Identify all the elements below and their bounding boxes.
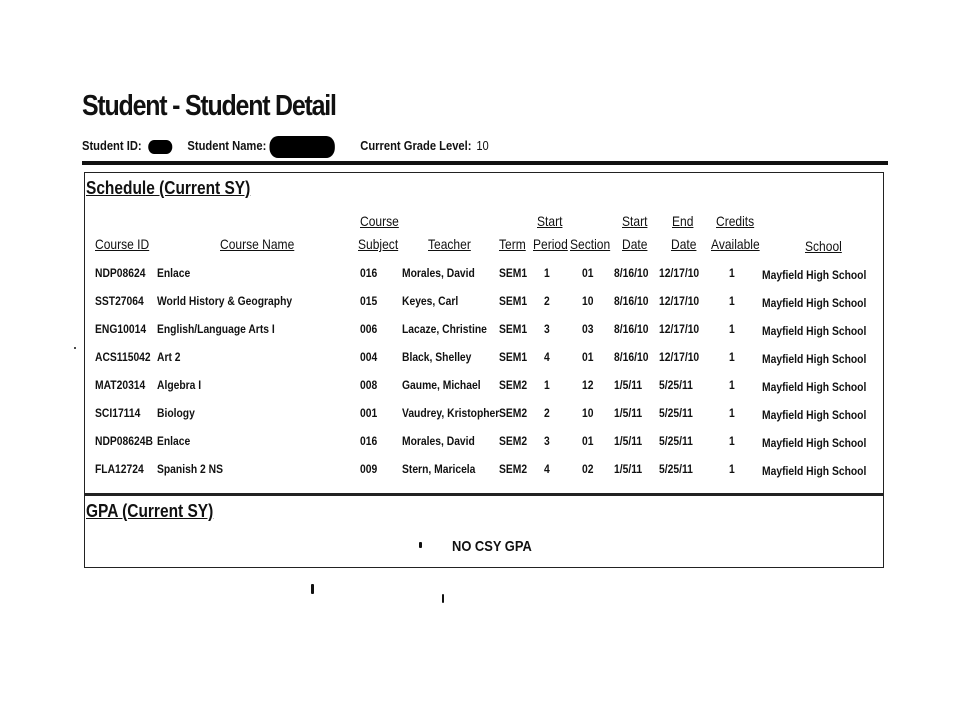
cell-term: SEM1: [499, 322, 528, 336]
cell-start-period: 1: [544, 266, 550, 280]
cell-school: Mayfield High School: [762, 380, 867, 394]
cell-course-id: FLA12724: [95, 462, 144, 476]
gpa-section-title: GPA (Current SY): [86, 501, 214, 521]
cell-course-subject: 001: [360, 406, 378, 420]
cell-section: 10: [582, 294, 594, 308]
cell-course-name: Algebra I: [157, 378, 202, 392]
cell-course-id: SST27064: [95, 294, 144, 308]
cell-teacher: Black, Shelley: [402, 350, 472, 364]
cell-section: 10: [582, 406, 594, 420]
cell-end-date: 12/17/10: [659, 350, 700, 364]
cell-course-subject: 015: [360, 294, 378, 308]
cell-start-period: 2: [544, 294, 550, 308]
col-start-date-line2: Date: [622, 236, 648, 252]
cell-start-date: 1/5/11: [614, 378, 643, 392]
cell-section: 12: [582, 378, 594, 392]
cell-term: SEM2: [499, 406, 528, 420]
cell-credits: 1: [729, 350, 735, 364]
cell-course-id: NDP08624B: [95, 434, 153, 448]
scan-speck: [442, 594, 444, 603]
cell-credits: 1: [729, 434, 735, 448]
cell-teacher: Stern, Maricela: [402, 462, 476, 476]
cell-course-id: ENG10014: [95, 322, 147, 336]
col-course-subject-line2: Subject: [358, 236, 399, 252]
cell-teacher: Morales, David: [402, 266, 475, 280]
cell-term: SEM2: [499, 378, 528, 392]
col-course-id: Course ID: [95, 236, 150, 252]
col-school: School: [805, 238, 842, 254]
cell-end-date: 5/25/11: [659, 378, 693, 392]
cell-section: 03: [582, 322, 594, 336]
col-credits-line2: Available: [711, 236, 760, 252]
cell-start-date: 8/16/10: [614, 350, 649, 364]
schedule-section-title: Schedule (Current SY): [86, 178, 251, 198]
col-start-date-line1: Start: [622, 213, 648, 229]
scan-speck: [311, 584, 314, 594]
cell-teacher: Lacaze, Christine: [402, 322, 487, 336]
cell-school: Mayfield High School: [762, 464, 867, 478]
cell-school: Mayfield High School: [762, 352, 867, 366]
cell-start-period: 3: [544, 322, 550, 336]
cell-section: 01: [582, 266, 594, 280]
cell-course-subject: 006: [360, 322, 378, 336]
cell-start-date: 8/16/10: [614, 294, 649, 308]
cell-end-date: 5/25/11: [659, 462, 693, 476]
cell-start-date: 8/16/10: [614, 266, 649, 280]
student-id-label: Student ID:: [82, 138, 142, 154]
cell-course-name: World History & Geography: [157, 294, 293, 308]
cell-school: Mayfield High School: [762, 436, 867, 450]
cell-start-date: 1/5/11: [614, 462, 643, 476]
scan-speck: [74, 347, 76, 349]
col-teacher: Teacher: [428, 236, 471, 252]
col-section: Section: [570, 236, 611, 252]
cell-end-date: 5/25/11: [659, 434, 693, 448]
cell-teacher: Keyes, Carl: [402, 294, 459, 308]
student-name-label: Student Name:: [187, 138, 267, 154]
cell-course-name: Enlace: [157, 434, 191, 448]
cell-school: Mayfield High School: [762, 324, 867, 338]
cell-term: SEM1: [499, 294, 528, 308]
cell-course-id: SCI17114: [95, 406, 141, 420]
section-divider: [84, 493, 884, 496]
cell-start-period: 3: [544, 434, 550, 448]
gpa-message: NO CSY GPA: [452, 538, 532, 555]
cell-start-period: 4: [544, 462, 550, 476]
cell-credits: 1: [729, 406, 735, 420]
cell-course-id: ACS115042: [95, 350, 151, 364]
col-end-date-line1: End: [672, 213, 694, 229]
cell-end-date: 12/17/10: [659, 294, 700, 308]
cell-end-date: 12/17/10: [659, 322, 700, 336]
col-start-period-line1: Start: [537, 213, 563, 229]
cell-course-subject: 016: [360, 266, 378, 280]
cell-credits: 1: [729, 322, 735, 336]
cell-teacher: Morales, David: [402, 434, 475, 448]
cell-school: Mayfield High School: [762, 296, 867, 310]
col-course-subject-line1: Course: [360, 213, 399, 229]
cell-credits: 1: [729, 462, 735, 476]
cell-course-subject: 004: [360, 350, 378, 364]
cell-course-subject: 009: [360, 462, 378, 476]
grade-level-value: 10: [476, 138, 489, 154]
redacted-student-name: [269, 136, 334, 158]
cell-school: Mayfield High School: [762, 268, 867, 282]
cell-term: SEM1: [499, 266, 528, 280]
col-term: Term: [499, 236, 526, 252]
cell-course-subject: 008: [360, 378, 378, 392]
cell-term: SEM2: [499, 462, 528, 476]
col-start-period-line2: Period: [533, 236, 568, 252]
cell-term: SEM2: [499, 434, 528, 448]
cell-section: 01: [582, 434, 594, 448]
cell-teacher: Vaudrey, Kristopher: [402, 406, 500, 420]
cell-start-date: 1/5/11: [614, 406, 643, 420]
cell-section: 01: [582, 350, 594, 364]
cell-course-name: Art 2: [157, 350, 181, 364]
cell-start-date: 8/16/10: [614, 322, 649, 336]
cell-credits: 1: [729, 266, 735, 280]
cell-course-id: NDP08624: [95, 266, 146, 280]
col-course-name: Course Name: [220, 236, 295, 252]
cell-course-name: Spanish 2 NS: [157, 462, 223, 476]
cell-end-date: 12/17/10: [659, 266, 700, 280]
cell-teacher: Gaume, Michael: [402, 378, 481, 392]
header-rule: [82, 161, 888, 165]
redacted-student-id: [148, 140, 172, 154]
page-title: Student - Student Detail: [82, 90, 336, 122]
grade-level-label: Current Grade Level:: [360, 138, 472, 154]
cell-term: SEM1: [499, 350, 528, 364]
cell-start-period: 2: [544, 406, 550, 420]
cell-section: 02: [582, 462, 594, 476]
cell-course-id: MAT20314: [95, 378, 146, 392]
cell-credits: 1: [729, 294, 735, 308]
student-info-line: [82, 136, 489, 158]
cell-school: Mayfield High School: [762, 408, 867, 422]
cell-end-date: 5/25/11: [659, 406, 693, 420]
cell-course-name: Enlace: [157, 266, 191, 280]
cell-course-subject: 016: [360, 434, 378, 448]
scan-speck: [419, 542, 422, 548]
col-end-date-line2: Date: [671, 236, 697, 252]
cell-credits: 1: [729, 378, 735, 392]
cell-start-date: 1/5/11: [614, 434, 643, 448]
col-credits-line1: Credits: [716, 213, 755, 229]
cell-course-name: Biology: [157, 406, 195, 420]
cell-start-period: 1: [544, 378, 550, 392]
cell-start-period: 4: [544, 350, 550, 364]
cell-course-name: English/Language Arts I: [157, 322, 275, 336]
